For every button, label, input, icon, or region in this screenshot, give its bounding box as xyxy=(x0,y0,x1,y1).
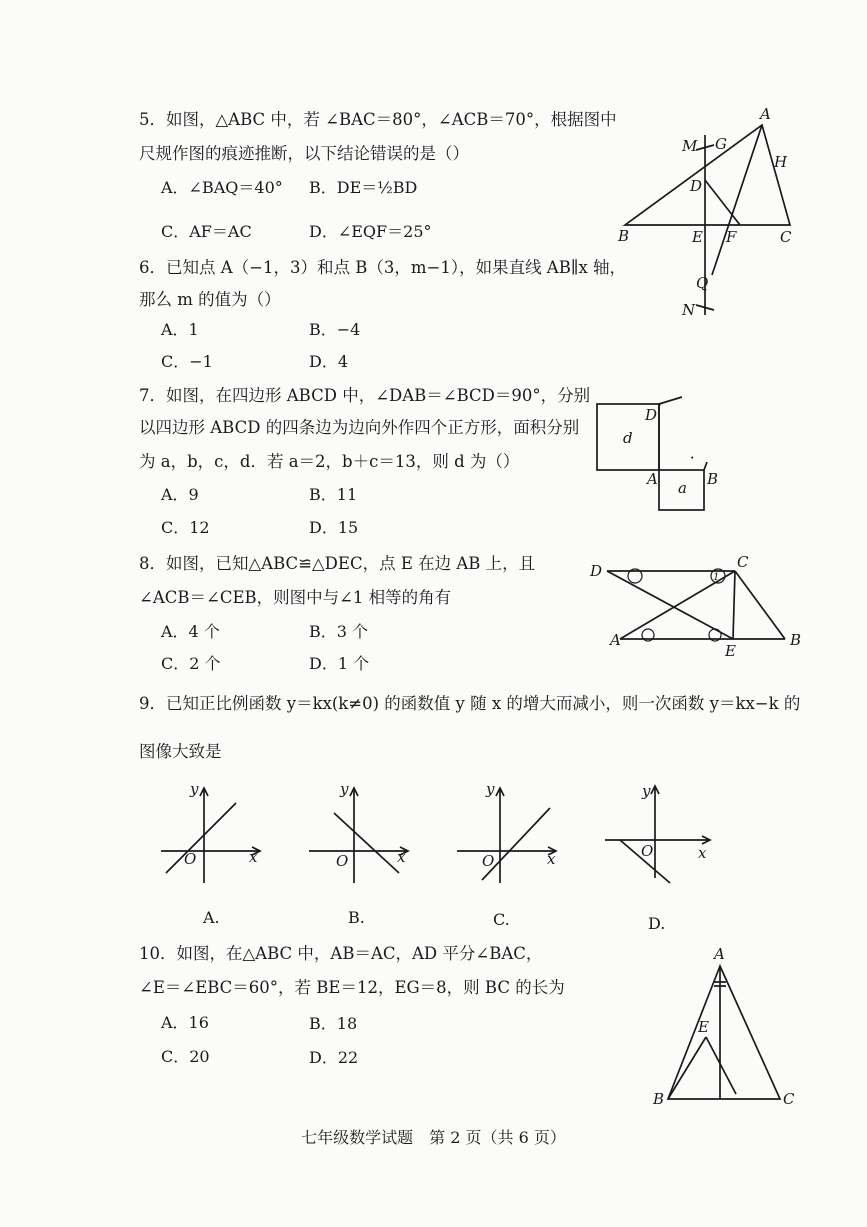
q7-stem-line3: 为 a，b，c，d．若 a＝2，b＋c＝13，则 d 为（） xyxy=(139,452,520,471)
q6-option-b: B．−4 xyxy=(309,320,361,339)
q7-option-a: A．9 xyxy=(161,485,199,504)
q7-side-dc xyxy=(659,404,700,470)
q5-label-c: C xyxy=(780,228,792,246)
q9-c-label-o: O xyxy=(482,852,495,870)
q8-label-d: D xyxy=(590,562,603,580)
q8-option-c: C．2 个 xyxy=(161,654,221,673)
q7-option-c: C．12 xyxy=(161,518,210,537)
q7-label-a-area: a xyxy=(678,479,687,497)
q7-partial-squares xyxy=(659,397,707,470)
q5-label-e: E xyxy=(692,228,703,246)
q8-option-b: B．3 个 xyxy=(309,622,369,641)
q10-option-b: B．18 xyxy=(309,1014,358,1033)
q10-segment-be xyxy=(668,1037,706,1099)
q6-option-d: D．4 xyxy=(309,352,349,371)
q10-option-c: C．20 xyxy=(161,1047,210,1066)
q8-label-angle-1: 1 xyxy=(713,572,720,583)
q9-line-a xyxy=(166,803,236,873)
q5-label-n: N xyxy=(682,301,696,319)
q8-label-e: E xyxy=(725,642,736,660)
q7-stem-line1: 7．如图，在四边形 ABCD 中，∠DAB＝∠BCD＝90°，分别 xyxy=(139,386,591,405)
q10-option-a: A．16 xyxy=(161,1013,209,1032)
q9-option-c: C. xyxy=(493,910,510,929)
q9-graph-b xyxy=(304,778,414,888)
q10-label-a: A xyxy=(714,945,725,963)
q9-a-label-x: x xyxy=(249,848,258,866)
q7-label-a: A xyxy=(647,470,658,488)
q10-stem-line2: ∠E＝∠EBC＝60°，若 BE＝12，EG＝8，则 BC 的长为 xyxy=(139,978,565,997)
q8-label-c: C xyxy=(737,553,749,571)
q5-option-a: A．∠BAQ＝40° xyxy=(161,178,283,197)
q5-option-d: D．∠EQF＝25° xyxy=(309,222,432,241)
q5-label-f: F xyxy=(726,228,737,246)
q5-option-c: C．AF＝AC xyxy=(161,222,252,241)
q8-segment-ce xyxy=(733,571,735,639)
q7-option-d: D．15 xyxy=(309,518,359,537)
q9-a-label-y: y xyxy=(190,780,199,798)
q5-triangle-abc xyxy=(625,125,790,225)
q9-d-label-x: x xyxy=(698,844,707,862)
q8-stem-line1: 8．如图，已知△ABC≌△DEC，点 E 在边 AB 上，且 xyxy=(139,554,536,573)
q9-graph-c xyxy=(452,778,562,888)
q5-label-d: D xyxy=(690,177,703,195)
q5-label-q: Q xyxy=(696,274,709,292)
q5-label-m: M xyxy=(682,137,698,155)
q5-stem-line1: 5．如图，△ABC 中，若 ∠BAC＝80°，∠ACB＝70°，根据图中 xyxy=(139,110,617,129)
q8-segment-cb xyxy=(735,571,785,639)
q9-b-label-y: y xyxy=(340,780,349,798)
q7-label-b: B xyxy=(707,470,719,488)
q5-figure xyxy=(600,105,815,325)
q6-stem-line1: 6．已知点 A（−1，3）和点 B（3，m−1），如果直线 AB∥x 轴， xyxy=(139,258,627,277)
q5-label-b: B xyxy=(618,227,630,245)
q10-figure xyxy=(648,944,798,1114)
q9-c-label-x: x xyxy=(547,850,556,868)
q9-option-d: D. xyxy=(648,914,666,933)
q10-label-e: E xyxy=(698,1018,709,1036)
q5-label-h: H xyxy=(774,153,788,171)
q5-segment-df xyxy=(705,180,740,225)
q9-b-label-x: x xyxy=(397,848,406,866)
q9-b-label-o: O xyxy=(336,852,349,870)
q9-option-a: A. xyxy=(203,908,220,927)
q8-option-d: D．1 个 xyxy=(309,654,370,673)
q8-stem-line2: ∠ACB＝∠CEB，则图中与∠1 相等的角有 xyxy=(139,588,452,607)
q9-graph-a xyxy=(156,778,266,888)
q9-c-label-y: y xyxy=(486,780,495,798)
q9-stem-line2: 图像大致是 xyxy=(139,742,222,761)
q6-option-a: A．1 xyxy=(161,320,199,339)
q8-option-a: A．4 个 xyxy=(161,622,220,641)
q9-graph-d xyxy=(600,778,715,888)
q7-option-b: B．11 xyxy=(309,485,358,504)
q7-label-d: D xyxy=(645,406,658,424)
q9-d-label-y: y xyxy=(642,782,651,800)
q5-stem-line2: 尺规作图的痕迹推断，以下结论错误的是（） xyxy=(139,144,469,163)
q7-label-d-area: d xyxy=(623,429,633,447)
q6-stem-line2: 那么 m 的值为（） xyxy=(139,290,281,309)
q10-stem-line1: 10．如图，在△ABC 中，AB＝AC，AD 平分∠BAC， xyxy=(139,944,543,963)
q7-stem-line2: 以四边形 ABCD 的四条边为边向外作四个正方形，面积分别 xyxy=(139,418,580,437)
q10-option-d: D．22 xyxy=(309,1048,359,1067)
q10-segment-eg xyxy=(706,1037,736,1094)
page-footer: 七年级数学试题 第 2 页（共 6 页） xyxy=(301,1128,566,1147)
q9-stem-line1: 9．已知正比例函数 y＝kx(k≠0) 的函数值 y 随 x 的增大而减小，则一次函数 y＝kx−k 的 xyxy=(139,694,801,713)
q5-label-g: G xyxy=(715,135,727,153)
q10-label-b: B xyxy=(653,1090,665,1108)
q8-label-a: A xyxy=(610,631,621,649)
q7-figure xyxy=(592,382,732,517)
q6-option-c: C．−1 xyxy=(161,352,213,371)
q10-label-c: C xyxy=(783,1090,795,1108)
q8-figure xyxy=(585,555,810,665)
q5-option-b: B．DE＝½BD xyxy=(309,178,418,197)
q8-label-b: B xyxy=(790,631,802,649)
q5-label-a: A xyxy=(760,105,771,123)
q9-a-label-o: O xyxy=(184,850,197,868)
q9-d-label-o: O xyxy=(641,842,654,860)
q9-option-b: B. xyxy=(348,908,365,927)
